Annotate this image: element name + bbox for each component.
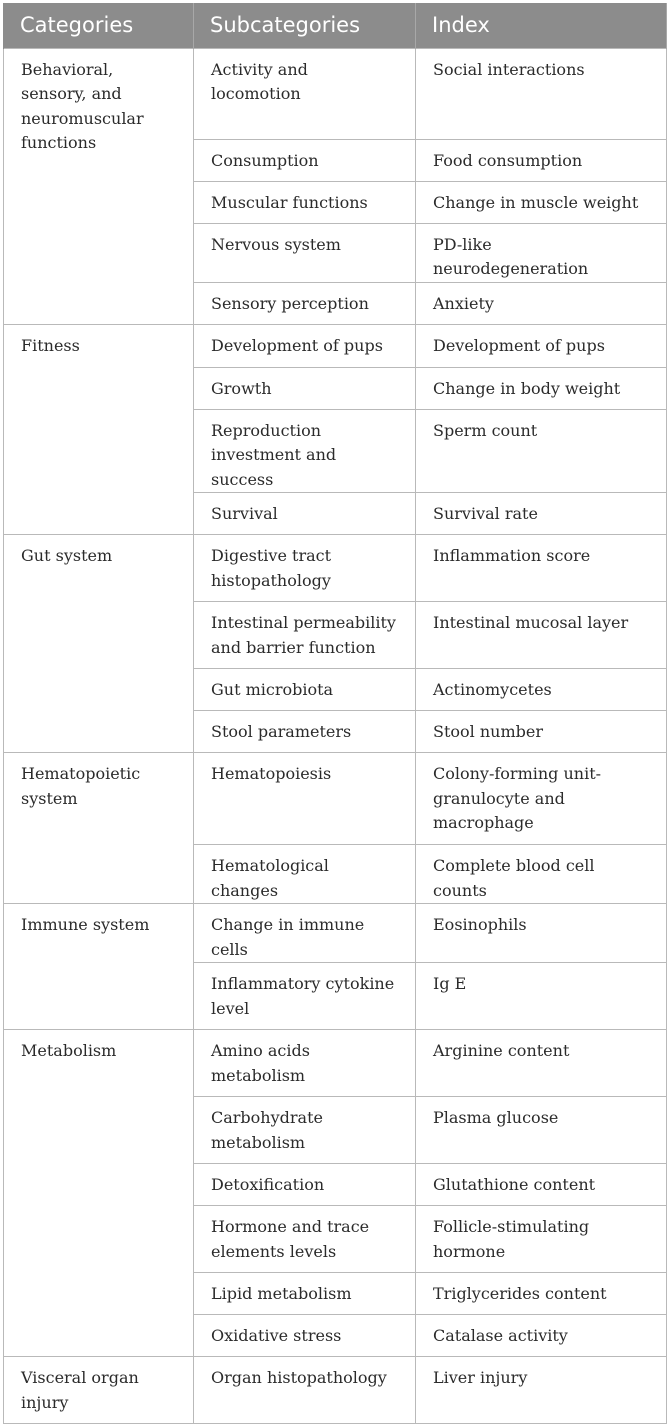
index-label: Food consumption (433, 150, 583, 170)
subcategory-cell (194, 409, 416, 493)
table-row (4, 753, 667, 845)
header-row (4, 3, 667, 48)
subcategory-label: Growth (211, 378, 272, 398)
table-row (4, 904, 667, 963)
table-row (4, 1357, 667, 1424)
index-cell (416, 1273, 667, 1315)
subcategory-cell (194, 711, 416, 753)
category-label: Immune system (21, 915, 150, 934)
subcategory-cell (194, 1206, 416, 1273)
category-label: Behavioral, sensory, and neuromuscular functions (21, 59, 144, 152)
index-cell (416, 1097, 667, 1164)
index-cell (416, 904, 667, 963)
category-label: Visceral organ injury (21, 1368, 139, 1412)
subcategory-cell (194, 1357, 416, 1424)
subcategory-label: Stool parameters (211, 722, 352, 741)
subcategory-cell (194, 223, 416, 282)
subcategory-label: Activity and locomotion (211, 59, 308, 103)
subcategory-label: Oxidative stress (211, 1326, 342, 1345)
index-cell (416, 1030, 667, 1097)
subcategory-cell (194, 48, 416, 139)
subcategory-cell (194, 1273, 416, 1315)
subcategory-label: Carbohydrate metabolism (211, 1108, 323, 1152)
subcategory-label: Digestive tract histopathology (211, 546, 332, 590)
index-label: Plasma glucose (433, 1108, 559, 1127)
subcategory-cell (194, 845, 416, 904)
subcategory-cell (194, 963, 416, 1030)
index-cell (416, 139, 667, 181)
index-cell (416, 1315, 667, 1357)
index-cell (416, 711, 667, 753)
header-subcategories: Subcategories (194, 3, 416, 48)
table-body (4, 48, 667, 1424)
index-label: Social interactions (433, 59, 585, 79)
subcategory-cell (194, 904, 416, 963)
table-row (4, 324, 667, 367)
subcategory-label: Nervous system (211, 234, 341, 254)
index-cell (416, 753, 667, 845)
category-label: Metabolism (21, 1041, 117, 1060)
category-cell (4, 1030, 194, 1357)
subcategory-cell (194, 493, 416, 535)
subcategory-label: Intestinal permeability and barrier function (211, 613, 396, 657)
subcategory-label: Inflammatory cytokine level (211, 974, 395, 1018)
index-label: Complete blood cell counts (433, 856, 595, 900)
index-label: Change in muscle weight (433, 192, 639, 212)
subcategory-cell (194, 1030, 416, 1097)
subcategory-cell (194, 282, 416, 324)
index-cell (416, 1357, 667, 1424)
subcategory-label: Change in immune cells (211, 915, 365, 959)
subcategory-label: Sensory perception (211, 293, 369, 313)
index-cell (416, 282, 667, 324)
subcategory-cell (194, 139, 416, 181)
index-cell (416, 1206, 667, 1273)
subcategory-label: Gut microbiota (211, 680, 334, 699)
index-cell (416, 1164, 667, 1206)
index-cell (416, 324, 667, 367)
subcategory-cell (194, 181, 416, 223)
subcategory-cell (194, 1164, 416, 1206)
subcategory-cell (194, 753, 416, 845)
index-label: Liver injury (433, 1368, 528, 1387)
index-cell (416, 409, 667, 493)
table-row (4, 1030, 667, 1097)
subcategory-label: Detoxification (211, 1175, 325, 1194)
categories-table (3, 3, 667, 1424)
index-label: Eosinophils (433, 915, 527, 934)
index-label: PD-like neurodegeneration (433, 234, 589, 278)
subcategory-cell (194, 367, 416, 409)
category-label: Hematopoietic system (21, 764, 141, 808)
index-label: Triglycerides content (433, 1284, 607, 1303)
index-cell (416, 48, 667, 139)
category-label: Fitness (21, 335, 80, 355)
table-row (4, 48, 667, 139)
index-label: Stool number (433, 722, 543, 741)
subcategory-label: Consumption (211, 150, 319, 170)
index-cell (416, 963, 667, 1030)
index-label: Colony-forming unit-granulocyte and macrophage (433, 764, 602, 832)
index-label: Change in body weight (433, 378, 621, 398)
subcategory-label: Muscular functions (211, 192, 368, 212)
index-label: Sperm count (433, 420, 538, 440)
index-label: Arginine content (433, 1041, 570, 1060)
subcategory-cell (194, 324, 416, 367)
index-label: Ig E (433, 974, 467, 993)
subcategory-cell (194, 1097, 416, 1164)
category-label: Gut system (21, 546, 113, 565)
table-row (4, 535, 667, 602)
index-cell (416, 669, 667, 711)
index-cell (416, 223, 667, 282)
index-label: Intestinal mucosal layer (433, 613, 629, 632)
index-cell (416, 602, 667, 669)
header-categories: Categories (4, 3, 194, 48)
index-label: Anxiety (433, 293, 494, 313)
subcategory-label: Hematological changes (211, 856, 329, 900)
index-label: Inflammation score (433, 546, 591, 565)
category-cell (4, 904, 194, 1030)
subcategory-label: Amino acids metabolism (211, 1041, 310, 1085)
subcategory-cell (194, 602, 416, 669)
index-label: Follicle-stimulating hormone (433, 1217, 590, 1261)
category-cell (4, 48, 194, 324)
index-label: Actinomycetes (433, 680, 552, 699)
index-label: Survival rate (433, 504, 538, 523)
subcategory-label: Hematopoiesis (211, 764, 332, 783)
index-cell (416, 367, 667, 409)
category-cell (4, 535, 194, 753)
category-cell (4, 324, 194, 535)
category-cell (4, 753, 194, 904)
index-label: Glutathione content (433, 1175, 596, 1194)
index-cell (416, 493, 667, 535)
subcategory-label: Reproduction investment and success (211, 420, 337, 489)
index-cell (416, 845, 667, 904)
index-cell (416, 181, 667, 223)
category-cell (4, 1357, 194, 1424)
index-label: Catalase activity (433, 1326, 568, 1345)
index-label: Development of pups (433, 335, 605, 355)
subcategory-label: Organ histopathology (211, 1368, 387, 1387)
subcategory-cell (194, 535, 416, 602)
subcategory-label: Hormone and trace elements levels (211, 1217, 370, 1261)
subcategory-cell (194, 669, 416, 711)
header-index: Index (416, 3, 667, 48)
subcategory-label: Survival (211, 504, 278, 523)
subcategory-cell (194, 1315, 416, 1357)
subcategory-label: Lipid metabolism (211, 1284, 352, 1303)
subcategory-label: Development of pups (211, 335, 383, 355)
index-cell (416, 535, 667, 602)
